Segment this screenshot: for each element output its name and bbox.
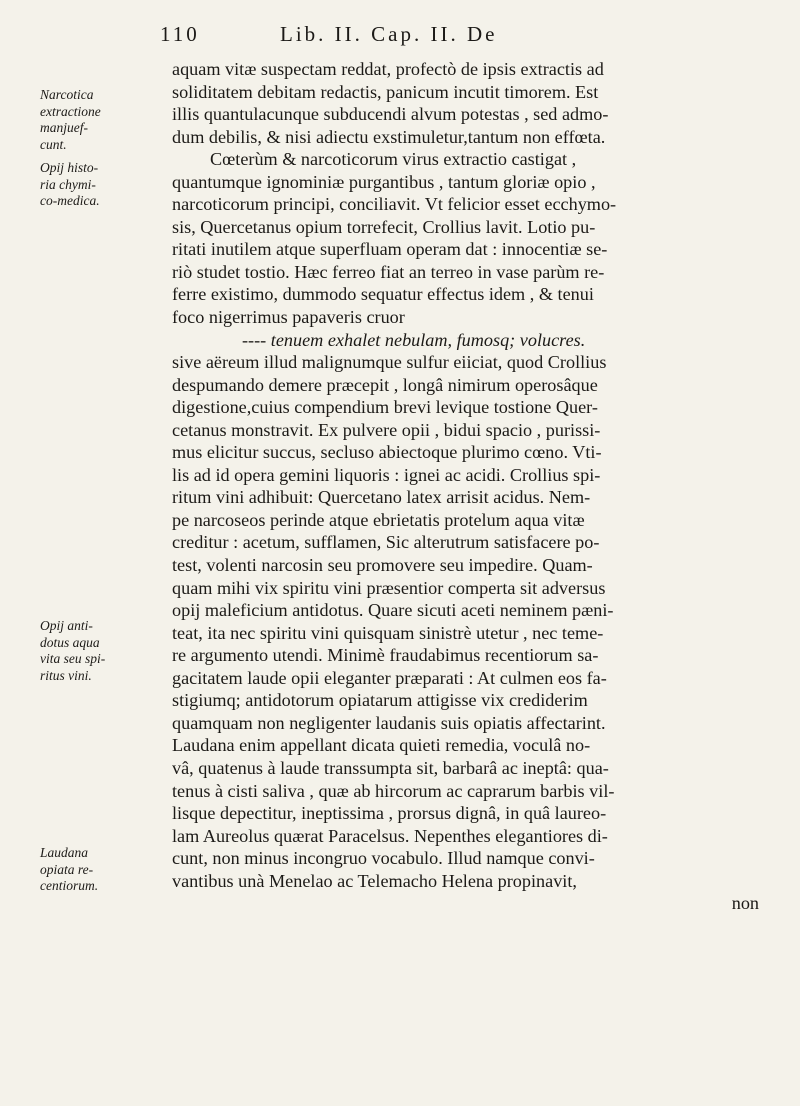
text-line: vâ, quatenus à laude transsumpta sit, barbarâ ac ineptâ: qua-	[172, 757, 609, 778]
margin-note-line: Narcotica	[40, 87, 94, 102]
text-line: opij maleficium antidotus. Quare sicuti aceti neminem pæni-	[172, 600, 614, 621]
text-line: mus elicitur succus, secluso abiectoque plurimo cœno. Vti-	[172, 442, 602, 463]
text-line: quantumque ignominiæ purgantibus , tantum gloriæ opio ,	[172, 171, 596, 192]
text-line: tenus à cisti saliva , quæ ab hircorum ac caprarum barbis vil-	[172, 780, 615, 801]
margin-note-line: cunt.	[40, 136, 67, 152]
margin-note-line: Opij histo-	[40, 160, 99, 175]
text-line: quamquam non negligenter laudanis suis opiatis affectarint.	[172, 712, 606, 733]
margin-note-line: manjuef-	[40, 120, 88, 135]
margin-note-line: vita seu spi-	[40, 651, 106, 666]
margin-note-line: ritus vini.	[40, 667, 92, 683]
text-line: dum debilis, & nisi adiectu exstimuletur,tantum non effœta.	[172, 126, 606, 147]
catchword: non	[731, 893, 759, 914]
text-line: vantibus unà Menelao ac Telemacho Helena propinavit,	[172, 870, 577, 891]
text-line: sis, Quercetanus opium torrefecit, Crollius lavit. Lotio pu-	[172, 216, 596, 237]
margin-note-line: extractione	[40, 103, 101, 119]
text-line: creditur : acetum, sufflamen, Sic alterutrum satisfacere po-	[172, 532, 600, 553]
text-line: lisque depectitur, ineptissima , prorsus dignâ, in quâ laureo-	[172, 803, 607, 824]
text-line: lam Aureolus quærat Paracelsus. Nepenthes elegantiores di-	[172, 825, 608, 846]
margin-note-line: Laudana	[40, 845, 89, 860]
text-line: despumando demere præcepit , longâ nimirum operosâque	[172, 374, 598, 395]
margin-note	[40, 160, 172, 210]
running-title: Lib. II. Cap. II. De	[280, 22, 498, 46]
text-line: soliditatem debitam redactis, panicum incutit timorem. Est	[172, 81, 599, 102]
margin-note-line: ria chymi-	[40, 176, 96, 192]
margin-note	[40, 845, 172, 895]
text-line: Laudana enim appellant dicata quieti remedia, voculâ no-	[172, 735, 591, 756]
running-header	[160, 22, 720, 62]
page-number: 110	[160, 22, 200, 46]
text-line: cunt, non minus incongruo vocabulo. Illud namque convi-	[172, 848, 595, 869]
text-line: stigiumq; antidotorum opiatarum attigisse vix crediderim	[172, 690, 588, 711]
margin-note-line: centiorum.	[40, 878, 99, 893]
text-line: sive aëreum illud malignumque sulfur eiiciat, quod Crollius	[172, 352, 607, 373]
text-line: pe narcoseos perinde atque ebrietatis protelum aqua vitæ	[172, 509, 585, 530]
text-line: ritum vini adhibuit: Quercetano latex arrisit acidus. Nem-	[172, 487, 591, 508]
text-line: lis ad id opera gemini liquoris : ignei ac acidi. Crollius spi-	[172, 464, 601, 485]
margin-note-line: Opij anti-	[40, 618, 93, 633]
text-line: digestione,cuius compendium brevi levique tostione Quer-	[172, 397, 598, 418]
text-line: riò studet tostio. Hæc ferreo fiat an terreo in vase parùm re-	[172, 261, 605, 282]
text-line: test, volenti narcosin seu promovere seu impedire. Quam-	[172, 555, 593, 576]
text-line: foco nigerrimus papaveris cruor	[172, 307, 405, 328]
verse-quotation: ---- tenuem exhalet nebulam, fumosq; volucres.	[242, 329, 586, 350]
margin-note-line: opiata re-	[40, 861, 94, 877]
text-line: quam mihi vix spiritu vini præsentior comperta sit adversus	[172, 577, 606, 598]
text-line: narcoticorum principi, conciliavit. Vt felicior esset ecchymo-	[172, 194, 617, 215]
text-line: re argumento utendi. Minimè fraudabimus recentiorum sa-	[172, 645, 599, 666]
text-line: aquam vitæ suspectam reddat, profectò de ipsis extractis ad	[172, 59, 604, 79]
margin-note-line: co-medica.	[40, 193, 100, 208]
margin-note	[40, 87, 172, 153]
text-line: ferre existimo, dummodo sequatur effectus idem , & tenui	[172, 284, 594, 305]
text-line: ritati inutilem atque superfluam operam dat : innocentiæ se-	[172, 239, 608, 260]
body-text	[172, 58, 767, 915]
margin-note	[40, 618, 172, 684]
text-line: illis quantulacunque subducendi alvum potestas , sed admo-	[172, 104, 609, 125]
margin-note-line: dotus aqua	[40, 634, 100, 650]
text-line: teat, ita nec spiritu vini quisquam sinistrè utetur , nec teme-	[172, 622, 604, 643]
text-line: cetanus monstravit. Ex pulvere opii , bidui spacio , purissi-	[172, 419, 601, 440]
text-line: Cœterùm & narcoticorum virus extractio castigat ,	[210, 149, 577, 170]
text-line: gacitatem laude opii eleganter præparati : At culmen eos fa-	[172, 667, 607, 688]
